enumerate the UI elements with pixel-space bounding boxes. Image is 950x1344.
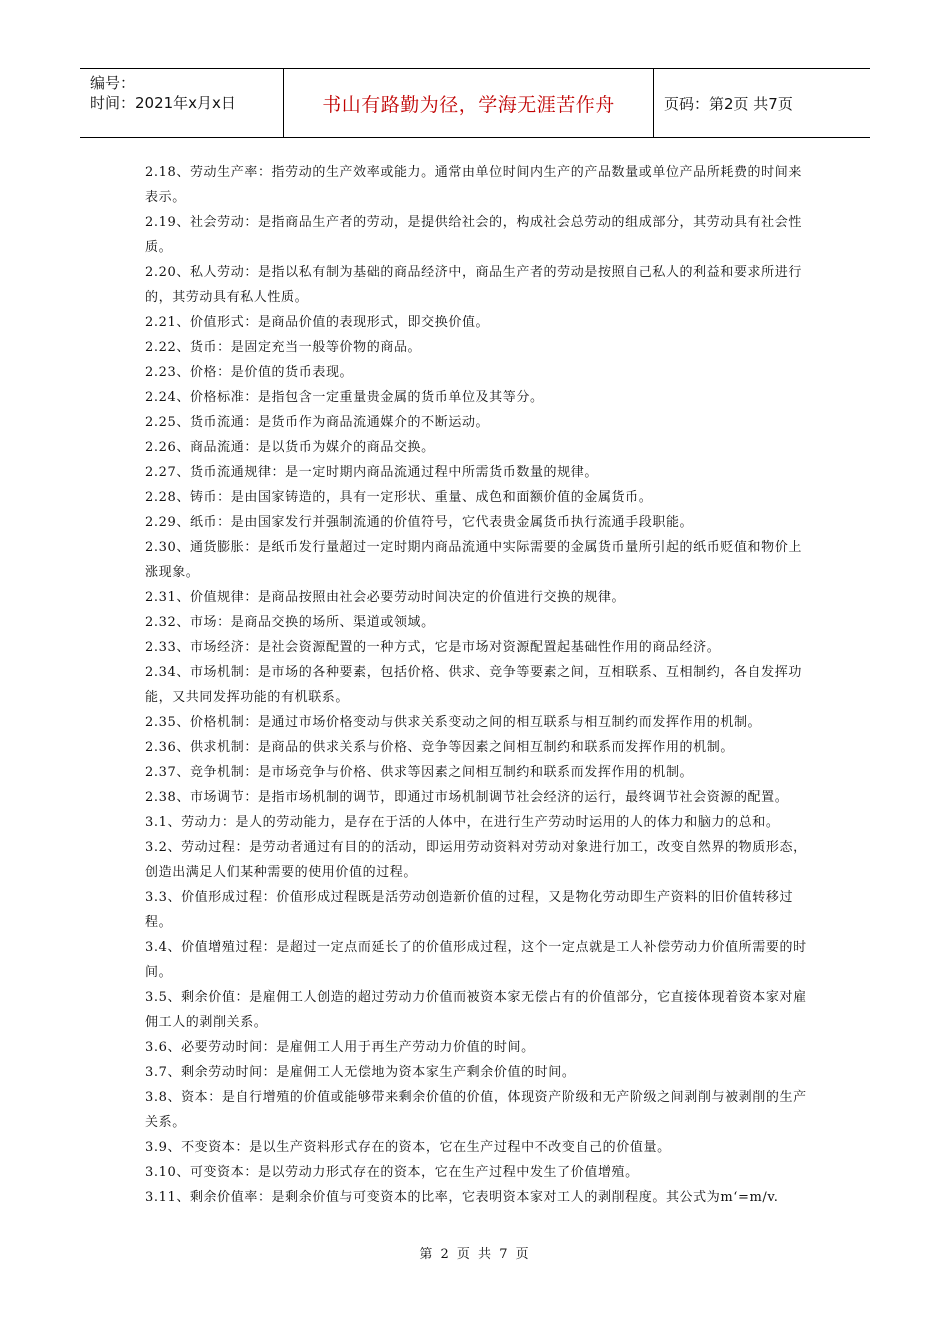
- definition-paragraph: 2.24、价格标准：是指包含一定重量贵金属的货币单位及其等分。: [145, 390, 544, 405]
- definition-paragraph: 2.29、纸币：是由国家发行并强制流通的价值符号，它代表贵金属货币执行流通手段职能。: [145, 515, 694, 530]
- definition-paragraph: 2.30、通货膨胀：是纸币发行量超过一定时期内商品流通中实际需要的金属货币量所引起的纸币贬值和物价上涨现象。: [145, 540, 802, 580]
- definition-paragraph: 2.21、价值形式：是商品价值的表现形式，即交换价值。: [145, 315, 490, 330]
- header-page-cell: [654, 69, 870, 137]
- definition-paragraph: 3.6、必要劳动时间：是雇佣工人用于再生产劳动力价值的时间。: [145, 1040, 535, 1055]
- definition-paragraph: 3.3、价值形成过程：价值形成过程既是活劳动创造新价值的过程，又是物化劳动即生产资料的旧价值转移过程。: [145, 890, 794, 930]
- header-meta: [80, 69, 283, 137]
- definition-paragraph: 3.5、剩余价值：是雇佣工人创造的超过劳动力价值而被资本家无偿占有的价值部分，它直接体现着资本家对雇佣工人的剥削关系。: [145, 990, 807, 1030]
- definition-paragraph: 2.33、市场经济：是社会资源配置的一种方式，它是市场对资源配置起基础性作用的商品经济。: [145, 640, 721, 655]
- definition-paragraph: 2.36、供求机制：是商品的供求关系与价格、竞争等因素之间相互制约和联系而发挥作用的机制。: [145, 740, 734, 755]
- definition-paragraph: 2.31、价值规律：是商品按照由社会必要劳动时间决定的价值进行交换的规律。: [145, 590, 626, 605]
- definition-paragraph: 3.1、劳动力：是人的劳动能力，是存在于活的人体中，在进行生产劳动时运用的人的体力和脑力的总和。: [145, 815, 780, 830]
- header-motto-cell: [284, 69, 653, 137]
- document-date-label: 时间：2021年x月x日: [90, 94, 236, 112]
- definition-paragraph: 2.20、私人劳动：是指以私有制为基础的商品经济中，商品生产者的劳动是按照自己私人的利益和要求所进行的，其劳动具有私人性质。: [145, 265, 802, 305]
- definition-paragraph: 3.10、可变资本：是以劳动力形式存在的资本，它在生产过程中发生了价值增殖。: [145, 1165, 639, 1180]
- header-motto: 书山有路勤为径，学海无涯苦作舟: [322, 93, 615, 116]
- definition-paragraph: 2.18、劳动生产率：指劳动的生产效率或能力。通常由单位时间内生产的产品数量或单位产品所耗费的时间来表示。: [145, 165, 802, 205]
- definition-paragraph: 2.27、货币流通规律：是一定时期内商品流通过程中所需货币数量的规律。: [145, 465, 598, 480]
- definition-paragraph: 2.26、商品流通：是以货币为媒介的商品交换。: [145, 440, 435, 455]
- definition-paragraph: 3.2、劳动过程：是劳动者通过有目的的活动，即运用劳动资料对劳动对象进行加工，改变自然界的物质形态，创造出满足人们某种需要的使用价值的过程。: [145, 840, 807, 880]
- page-footer: 第 2 页 共 7 页: [419, 1247, 531, 1262]
- definition-paragraph: 2.22、货币：是固定充当一般等价物的商品。: [145, 340, 422, 355]
- definition-paragraph: 3.4、价值增殖过程：是超过一定点而延长了的价值形成过程，这个一定点就是工人补偿劳动力价值所需要的时间。: [145, 940, 807, 980]
- definition-paragraph: 3.7、剩余劳动时间：是雇佣工人无偿地为资本家生产剩余价值的时间。: [145, 1065, 576, 1080]
- definition-paragraph: 2.28、铸币：是由国家铸造的，具有一定形状、重量、成色和面额价值的金属货币。: [145, 490, 653, 505]
- definition-paragraph: 3.11、剩余价值率：是剩余价值与可变资本的比率，它表明资本家对工人的剥削程度。其公式为m‘=m/v.: [145, 1190, 779, 1205]
- definition-paragraph: 3.8、资本：是自行增殖的价值或能够带来剩余价值的价值，体现资产阶级和无产阶级之间剥削与被剥削的生产关系。: [145, 1090, 807, 1130]
- definition-paragraph: 2.19、社会劳动：是指商品生产者的劳动，是提供给社会的，构成社会总劳动的组成部分，其劳动具有社会性质。: [145, 215, 802, 255]
- definition-paragraph: 2.37、竞争机制：是市场竞争与价格、供求等因素之间相互制约和联系而发挥作用的机制。: [145, 765, 694, 780]
- document-body: [145, 160, 815, 1210]
- definition-paragraph: 3.9、不变资本：是以生产资料形式存在的资本，它在生产过程中不改变自己的价值量。: [145, 1140, 671, 1155]
- definition-paragraph: 2.38、市场调节：是指市场机制的调节，即通过市场机制调节社会经济的运行，最终调节社会资源的配置。: [145, 790, 789, 805]
- definition-paragraph: 2.23、价格：是价值的货币表现。: [145, 365, 354, 380]
- document-number-label: 编号：: [90, 74, 136, 92]
- page-header: [80, 68, 870, 138]
- header-page-info: 页码：第2页 共7页: [664, 94, 793, 113]
- definition-paragraph: 2.25、货币流通：是货币作为商品流通媒介的不断运动。: [145, 415, 490, 430]
- definition-paragraph: 2.35、价格机制：是通过市场价格变动与供求关系变动之间的相互联系与相互制约而发挥作用的机制。: [145, 715, 762, 730]
- definition-paragraph: 2.32、市场：是商品交换的场所、渠道或领域。: [145, 615, 435, 630]
- definition-paragraph: 2.34、市场机制：是市场的各种要素，包括价格、供求、竞争等要素之间，互相联系、互相制约，各自发挥功能，又共同发挥功能的有机联系。: [145, 665, 802, 705]
